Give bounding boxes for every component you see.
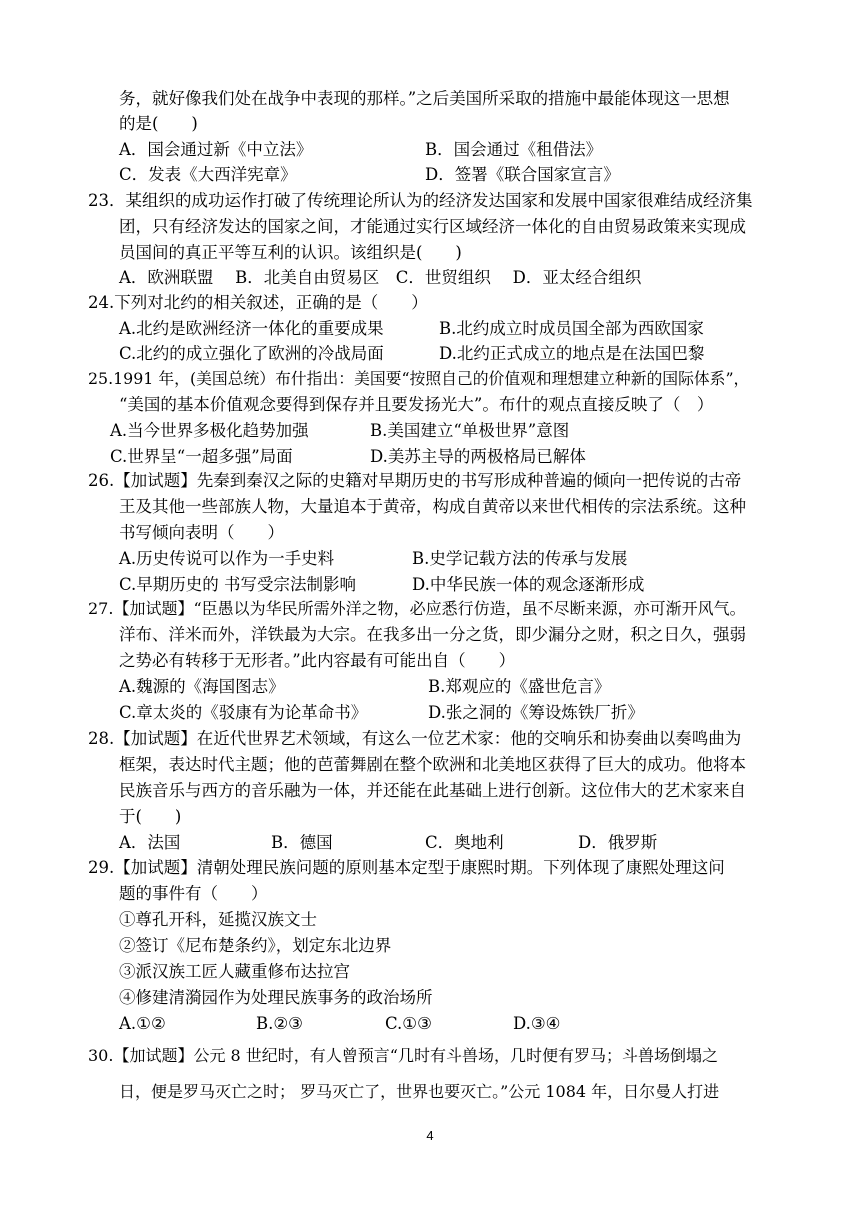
q26-option-b: B.史学记载方法的传承与发展: [412, 549, 628, 568]
q26-stem-line: 书写倾向表明（ ）: [119, 523, 284, 542]
q27-stem-line: 之势必有转移于无形者。”此内容最有可能出自（ ）: [119, 651, 516, 670]
q28-stem-line: 于( ): [119, 807, 182, 826]
q29-option-a: A.①②: [119, 1014, 166, 1033]
q23-stem-line: 23．某组织的成功运作打破了传统理论所认为的经济发达国家和发展中国家很难结成经济集: [88, 191, 753, 210]
q23-stem-line: 员国间的真正平等互利的认识。该组织是( ): [119, 243, 462, 262]
q30-stem-line: 日，便是罗马灭亡之时； 罗马灭亡了，世界也要灭亡。”公元 1084 年，日尔曼人打进: [119, 1082, 720, 1101]
q24-option-c: C.北约的成立强化了欧洲的冷战局面: [119, 344, 384, 363]
q29-stem-line: 29.【加试题】清朝处理民族问题的原则基本定型于康熙时期。下列体现了康熙处理这问: [88, 858, 725, 877]
q29-item: ②签订《尼布楚条约》，划定东北边界: [119, 936, 392, 955]
q27-option-a: A.魏源的《海国图志》: [119, 677, 285, 696]
q26-stem-line: 26.【加试题】先秦到秦汉之际的史籍对早期历史的书写形成种普遍的倾向一把传说的古帝: [88, 471, 742, 490]
q28-option-a: A．法国: [119, 833, 181, 852]
q22-option-a: A．国会通过新《中立法》: [119, 140, 313, 159]
q25-option-a: A.当今世界多极化趋势加强: [110, 421, 309, 440]
q29-stem-line: 题的事件有（ ）: [119, 884, 268, 903]
q27-option-b: B.郑观应的《盛世危言》: [428, 677, 611, 696]
q26-option-d: D.中华民族一体的观念逐渐形成: [412, 575, 645, 594]
q24-option-d: D.北约正式成立的地点是在法国巴黎: [439, 344, 705, 363]
q29-item: ①尊孔开科，延揽汉族文士: [119, 910, 317, 929]
q22-text-line: 务，就好像我们处在战争中表现的那样。”之后美国所采取的措施中最能体现这一思想: [119, 89, 730, 108]
q25-stem-line: 25.1991 年，(美国总统）布什指出：美国要“按照自己的价值观和理想建立种新的国际体系”，: [88, 369, 750, 388]
q24-option-b: B.北约成立时成员国全部为西欧国家: [439, 319, 704, 338]
q23-stem-line: 团，只有经济发达的国家之间，才能通过实行区域经济一体化的自由贸易政策来实现成: [119, 217, 746, 236]
q29-item: ④修建清漪园作为处理民族事务的政治场所: [119, 988, 433, 1007]
q26-option-c: C.早期历史的 书写受宗法制影响: [119, 575, 357, 594]
q28-option-d: D．俄罗斯: [578, 833, 658, 852]
q25-option-d: D.美苏主导的两极格局已解体: [370, 447, 586, 466]
q29-option-b: B.②③: [256, 1014, 303, 1033]
q28-stem-line: 框架，表达时代主题；他的芭蕾舞剧在整个欧洲和北美地区获得了巨大的成功。他将本: [119, 755, 746, 774]
q22-option-d: D．签署《联合国家宣言》: [425, 165, 620, 184]
page-number: 4: [426, 1128, 434, 1143]
q28-stem-line: 28.【加试题】在近代世界艺术领域，有这么一位艺术家：他的交响乐和协奏曲以奏鸣曲为: [88, 729, 742, 748]
q22-text-line: 的是( ): [119, 114, 198, 133]
q30-stem-line: 30.【加试题】公元 8 世纪时，有人曾预言“几时有斗兽场，几时便有罗马；斗兽场倒塌之: [88, 1046, 718, 1065]
q22-option-c: C．发表《大西洋宪章》: [119, 165, 297, 184]
q28-option-c: C．奥地利: [425, 833, 504, 852]
q22-option-b: B．国会通过《租借法》: [425, 140, 603, 159]
q29-option-d: D.③④: [513, 1014, 561, 1033]
q27-stem-line: 洋布、洋米而外，洋铁最为大宗。在我多出一分之货，即少漏分之财，积之日久，强弱: [119, 625, 746, 644]
q25-option-b: B.美国建立“单极世界”意图: [370, 421, 570, 440]
q27-stem-line: 27.【加试题】“臣愚以为华民所需外洋之物，必应悉行仿造，虽不尽断来源，亦可渐开风气。: [88, 599, 746, 618]
q23-options: A．欧洲联盟 B．北美自由贸易区 C．世贸组织 D．亚太经合组织: [119, 268, 642, 287]
q24-option-a: A.北约是欧洲经济一体化的重要成果: [119, 319, 384, 338]
q25-stem-line: “美国的基本价值观念要得到保存并且要发扬光大”。布什的观点直接反映了（ ）: [119, 395, 714, 414]
q26-stem-line: 王及其他一些部族人物，大量追本于黄帝，构成自黄帝以来世代相传的宗法系统。这种: [119, 497, 746, 516]
q27-option-c: C.章太炎的《驳康有为论革命书》: [119, 703, 368, 722]
q26-option-a: A.历史传说可以作为一手史料: [119, 549, 335, 568]
q25-option-c: C.世界呈“一超多强”局面: [110, 447, 293, 466]
q28-stem-line: 民族音乐与西方的音乐融为一体，并还能在此基础上进行创新。这位伟大的艺术家来自: [119, 781, 746, 800]
q27-option-d: D.张之洞的《筹设炼铁厂折》: [428, 703, 644, 722]
q29-item: ③派汉族工匠人藏重修布达拉宫: [119, 962, 350, 981]
q29-option-c: C.①③: [385, 1014, 432, 1033]
q24-stem-line: 24.下列对北约的相关叙述，正确的是（ ）: [88, 293, 428, 312]
q28-option-b: B．德国: [271, 833, 333, 852]
